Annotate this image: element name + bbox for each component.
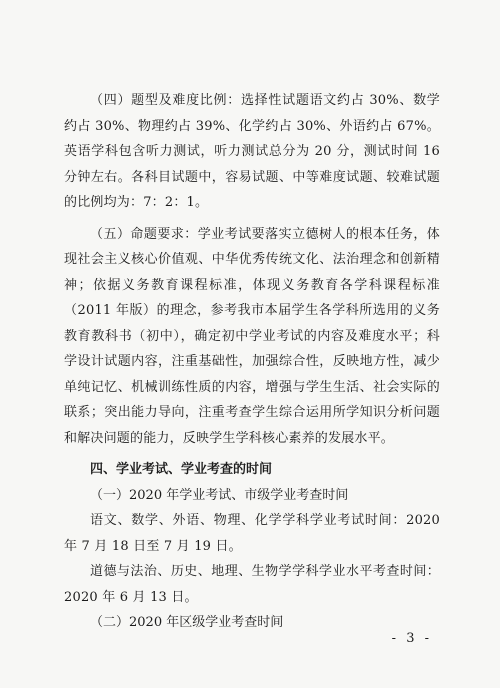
paragraph-question-types: （四）题型及难度比例：选择性试题语文约占 30%、数学约占 30%、物理约占 39%、化学约占 30%、外语约占 67%。英语学科包含听力测试，听力测试总分为 20 分，测试时间 16 分钟左右。各科目试题中，容易试题、中等难度试题、较难试题的比例均为：7：2：1。 <box>64 93 440 210</box>
page-number: - 3 - <box>391 631 432 646</box>
paragraph-check-time: 道德与法治、历史、地理、生物学学科学业水平考查时间：2020 年 6 月 13 日。 <box>64 564 440 605</box>
paragraph-exam-time: 语文、数学、外语、物理、化学学科学业考试时间：2020 年 7 月 18 日至 7 月 19 日。 <box>64 513 440 554</box>
subsection-heading-2: （二）2020 年区级学业考查时间 <box>90 615 284 630</box>
paragraph-requirements: （五）命题要求：学业考试要落实立德树人的根本任务，体现社会主义核心价值观、中华优秀传统文化、法治理念和创新精神；依据义务教育课程标准，体现义务教育各学科课程标准（2011 年版）的理念，参考我市本届学生各学科所选用的义务教育教科书（初中），确定初中学业考试的内容及难度水平；科学设计试题内容，注重基础性，加强综合性，反映地方性，减少单纯记忆、机械训练性质的内容，增强与学生生活、社会实际的联系；突出能力导向，注重考查学生综合运用所学知识分析问题和解决问题的能力，反映学生学科核心素养的发展水平。 <box>64 226 440 446</box>
section-heading: 四、学业考试、学业考查的时间 <box>90 462 273 477</box>
subsection-heading-1: （一）2020 年学业考试、市级学业考查时间 <box>90 487 349 503</box>
